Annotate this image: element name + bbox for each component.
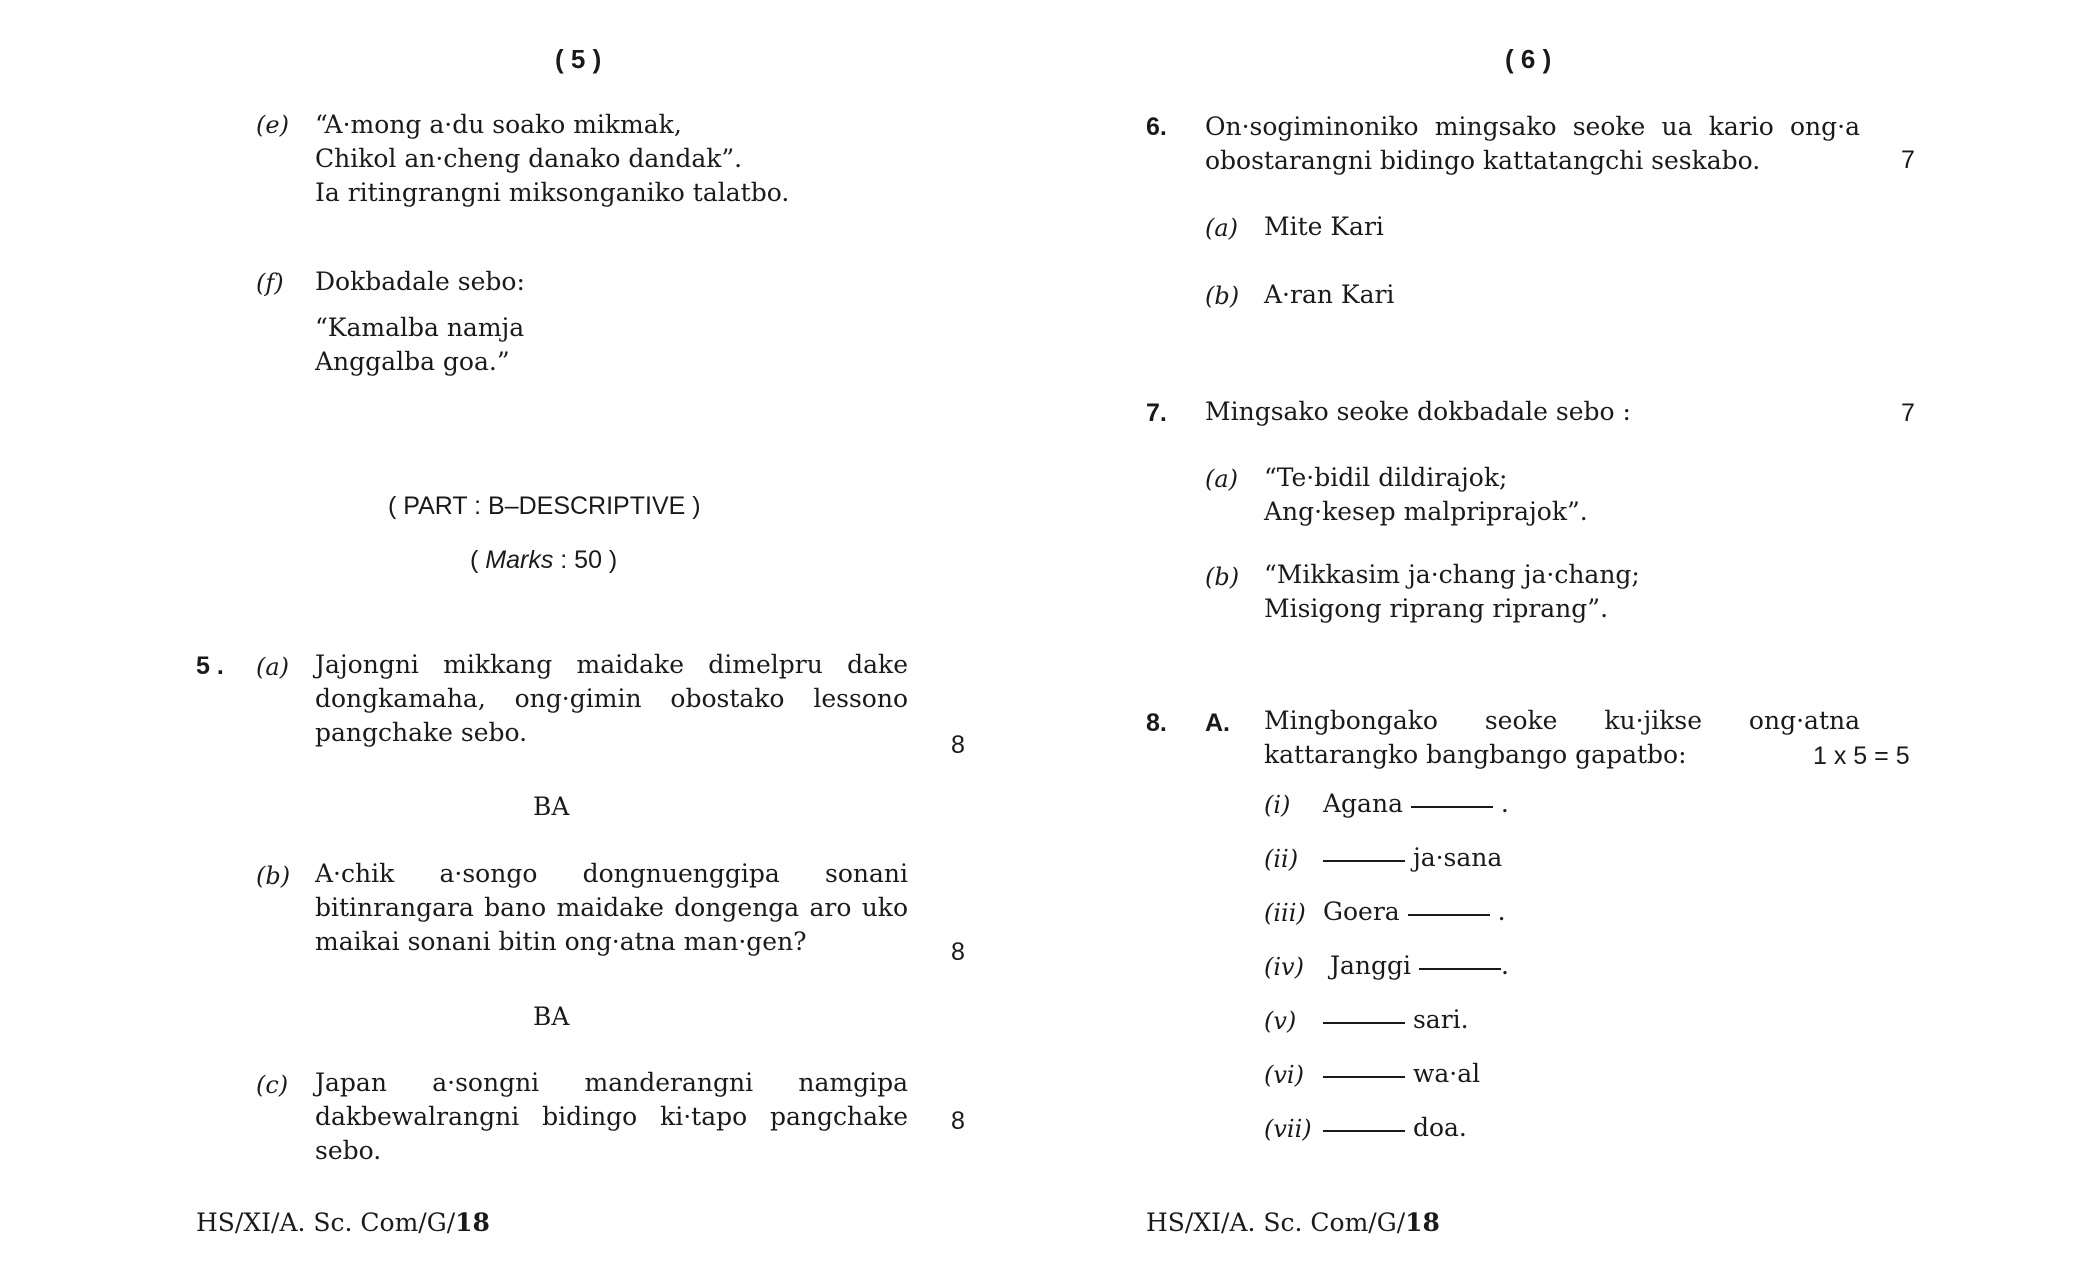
blank-line bbox=[1323, 1130, 1405, 1132]
q8-item-4 bbox=[1330, 949, 1509, 983]
q8-item-3-label: (iii) bbox=[1264, 899, 1306, 927]
q7-number: 7. bbox=[1146, 399, 1167, 427]
footer-right-prefix: HS/XI/A. Sc. Com/G/ bbox=[1146, 1208, 1406, 1237]
q8-item-1-after: . bbox=[1500, 789, 1509, 818]
q5a-marks: 8 bbox=[951, 731, 965, 759]
marks-word: Marks bbox=[485, 546, 554, 574]
q5a-label: (a) bbox=[256, 653, 290, 681]
footer-left-prefix: HS/XI/A. Sc. Com/G/ bbox=[196, 1208, 456, 1237]
q8-marks: 1 x 5 = 5 bbox=[1813, 742, 1910, 770]
q5a-text bbox=[315, 648, 908, 750]
part-heading: ( PART : B–DESCRIPTIVE ) bbox=[388, 492, 701, 520]
q4f-line-2: Anggalba goa.” bbox=[315, 347, 510, 376]
q4f-quote bbox=[315, 311, 524, 379]
q5b-text bbox=[315, 857, 908, 959]
q5-or-1: BA bbox=[533, 792, 570, 821]
blank-line bbox=[1323, 1022, 1405, 1024]
q4e-line-1: “A·mong a·du soako mikmak, bbox=[315, 110, 682, 139]
q8-item-1-before: Agana bbox=[1323, 789, 1403, 818]
q8-item-1-label: (i) bbox=[1264, 791, 1291, 819]
q8-item-3-after: . bbox=[1497, 897, 1506, 926]
q7-text: Mingsako seoke dokbadale sebo : bbox=[1205, 397, 1631, 426]
q5c-line-2: dakbewalrangni bidingo ki·tapo pangchake sebo. bbox=[315, 1102, 908, 1165]
q8-item-3 bbox=[1323, 895, 1506, 929]
page-number-right: ( 6 ) bbox=[1505, 44, 1552, 74]
q5a-line-2: dongkamaha, ong·gimin obostako lessono bbox=[315, 684, 908, 713]
q8-item-7-after: doa. bbox=[1412, 1113, 1467, 1142]
footer-left bbox=[196, 1208, 490, 1237]
q5-number: 5 . bbox=[196, 652, 224, 680]
q4e-label: (e) bbox=[256, 111, 289, 139]
q4f-label: (f) bbox=[256, 269, 284, 297]
q4e-line-3: Ia ritingrangni miksonganiko talatbo. bbox=[315, 178, 790, 207]
q8-text bbox=[1264, 704, 1860, 772]
q8-item-7 bbox=[1323, 1111, 1467, 1145]
footer-right-number: 18 bbox=[1405, 1208, 1440, 1237]
q6-line-1: On·sogiminoniko mingsako seoke ua kario ong·a bbox=[1205, 112, 1860, 141]
q6-line-2: obostarangni bidingo kattatangchi seskabo. bbox=[1205, 146, 1761, 175]
q6a-label: (a) bbox=[1205, 214, 1239, 242]
q8-item-1 bbox=[1323, 787, 1509, 821]
q4f-instruction: Dokbadale sebo: bbox=[315, 267, 525, 296]
q8-item-6-label: (vi) bbox=[1264, 1061, 1304, 1089]
q5a-line-1: Jajongni mikkang maidake dimelpru dake bbox=[315, 650, 908, 679]
q5a-line-3: pangchake sebo. bbox=[315, 718, 528, 747]
q5b-line-1: A·chik a·songo dongnuenggipa sonani bbox=[315, 859, 908, 888]
q8-item-2-label: (ii) bbox=[1264, 845, 1299, 873]
q7-marks: 7 bbox=[1901, 399, 1915, 427]
q8-item-5 bbox=[1323, 1003, 1469, 1037]
q5b-line-3: maikai sonani bitin ong·atna man·gen? bbox=[315, 927, 807, 956]
q5b-marks: 8 bbox=[951, 938, 965, 966]
blank-line bbox=[1408, 914, 1490, 916]
q8-part: A. bbox=[1205, 709, 1230, 737]
q8-item-5-label: (v) bbox=[1264, 1007, 1297, 1035]
q8-item-5-after: sari. bbox=[1412, 1005, 1469, 1034]
q5c-line-1: Japan a·songni manderangni namgipa bbox=[315, 1068, 908, 1097]
blank-line bbox=[1323, 860, 1405, 862]
q4e-text bbox=[315, 108, 789, 210]
q8-item-4-label: (iv) bbox=[1264, 953, 1304, 981]
q6b-text: A·ran Kari bbox=[1264, 280, 1395, 309]
q8-item-3-before: Goera bbox=[1323, 897, 1400, 926]
q8-item-4-before: Janggi bbox=[1330, 951, 1412, 980]
q7b-line-1: “Mikkasim ja·chang ja·chang; bbox=[1264, 560, 1640, 589]
q6b-label: (b) bbox=[1205, 282, 1240, 310]
q7a-line-2: Ang·kesep malpriprajok”. bbox=[1264, 497, 1588, 526]
q5b-label: (b) bbox=[256, 862, 291, 890]
q8-item-6 bbox=[1323, 1057, 1480, 1091]
q5b-line-2: bitinrangara bano maidake dongenga aro uko bbox=[315, 893, 908, 922]
q8-number: 8. bbox=[1146, 709, 1167, 737]
q7b-line-2: Misigong riprang riprang”. bbox=[1264, 594, 1609, 623]
q8-item-2-after: ja·sana bbox=[1412, 843, 1503, 872]
page-number-left: ( 5 ) bbox=[555, 44, 602, 74]
q8-item-6-after: wa·al bbox=[1412, 1059, 1481, 1088]
q8-line-1: Mingbongako seoke ku·jikse ong·atna bbox=[1264, 706, 1860, 735]
q8-item-4-after: . bbox=[1500, 951, 1509, 980]
q8-item-7-label: (vii) bbox=[1264, 1115, 1312, 1143]
blank-line bbox=[1411, 806, 1493, 808]
blank-line bbox=[1419, 968, 1501, 970]
footer-right bbox=[1146, 1208, 1440, 1237]
q8-item-2 bbox=[1323, 841, 1502, 875]
q7b-label: (b) bbox=[1205, 563, 1240, 591]
q7a-line-1: “Te·bidil dildirajok; bbox=[1264, 463, 1508, 492]
q6-marks: 7 bbox=[1901, 146, 1915, 174]
footer-left-number: 18 bbox=[455, 1208, 490, 1237]
q5c-label: (c) bbox=[256, 1071, 289, 1099]
q4f-line-1: “Kamalba namja bbox=[315, 313, 525, 342]
marks-heading bbox=[470, 546, 617, 575]
q6a-text: Mite Kari bbox=[1264, 212, 1384, 241]
q5-or-2: BA bbox=[533, 1002, 570, 1031]
blank-line bbox=[1323, 1076, 1405, 1078]
q7a-label: (a) bbox=[1205, 465, 1239, 493]
q7b-text bbox=[1264, 558, 1640, 626]
q8-line-2: kattarangko bangbango gapatbo: bbox=[1264, 740, 1687, 769]
q6-text bbox=[1205, 110, 1860, 178]
q5c-text bbox=[315, 1066, 908, 1168]
q7a-text bbox=[1264, 461, 1588, 529]
marks-open: ( bbox=[470, 546, 486, 574]
q4e-line-2: Chikol an·cheng danako dandak”. bbox=[315, 144, 743, 173]
q5c-marks: 8 bbox=[951, 1107, 965, 1135]
q6-number: 6. bbox=[1146, 113, 1167, 141]
marks-rest: : 50 ) bbox=[553, 546, 618, 574]
